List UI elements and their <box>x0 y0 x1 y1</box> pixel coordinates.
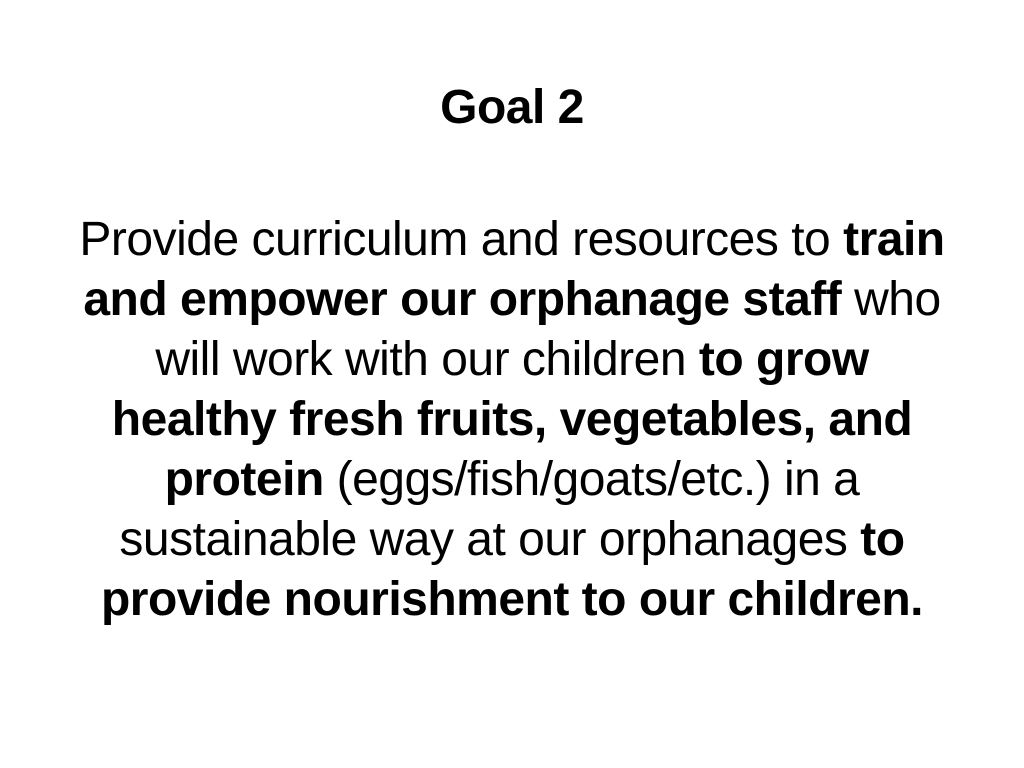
body-text-bold-segment: to grow <box>698 333 869 386</box>
body-line <box>0 510 1024 570</box>
body-line <box>0 270 1024 330</box>
body-line <box>0 330 1024 390</box>
body-text-bold-segment: and empower our orphanage staff <box>83 273 842 326</box>
body-line <box>0 450 1024 510</box>
body-text-bold-segment: provide nourishment to our children. <box>100 573 924 626</box>
body-line <box>0 210 1024 270</box>
body-line <box>0 570 1024 630</box>
slide-body-text <box>0 210 1024 630</box>
body-text-segment: (eggs/fish/goats/etc.) in a <box>323 453 860 506</box>
body-text-segment: sustainable way at our orphanages <box>119 513 861 566</box>
body-text-segment: will work with our children <box>155 333 699 386</box>
body-line <box>0 390 1024 450</box>
body-text-segment: Provide curriculum and resources to <box>79 213 844 266</box>
body-text-bold-segment: protein <box>164 453 324 506</box>
body-text-bold-segment: train <box>843 213 945 266</box>
body-text-segment: who <box>841 273 941 326</box>
body-text-bold-segment: to <box>860 513 905 566</box>
body-text-bold-segment: healthy fresh fruits, vegetables, and <box>111 393 913 446</box>
slide-title: Goal 2 <box>440 81 584 134</box>
